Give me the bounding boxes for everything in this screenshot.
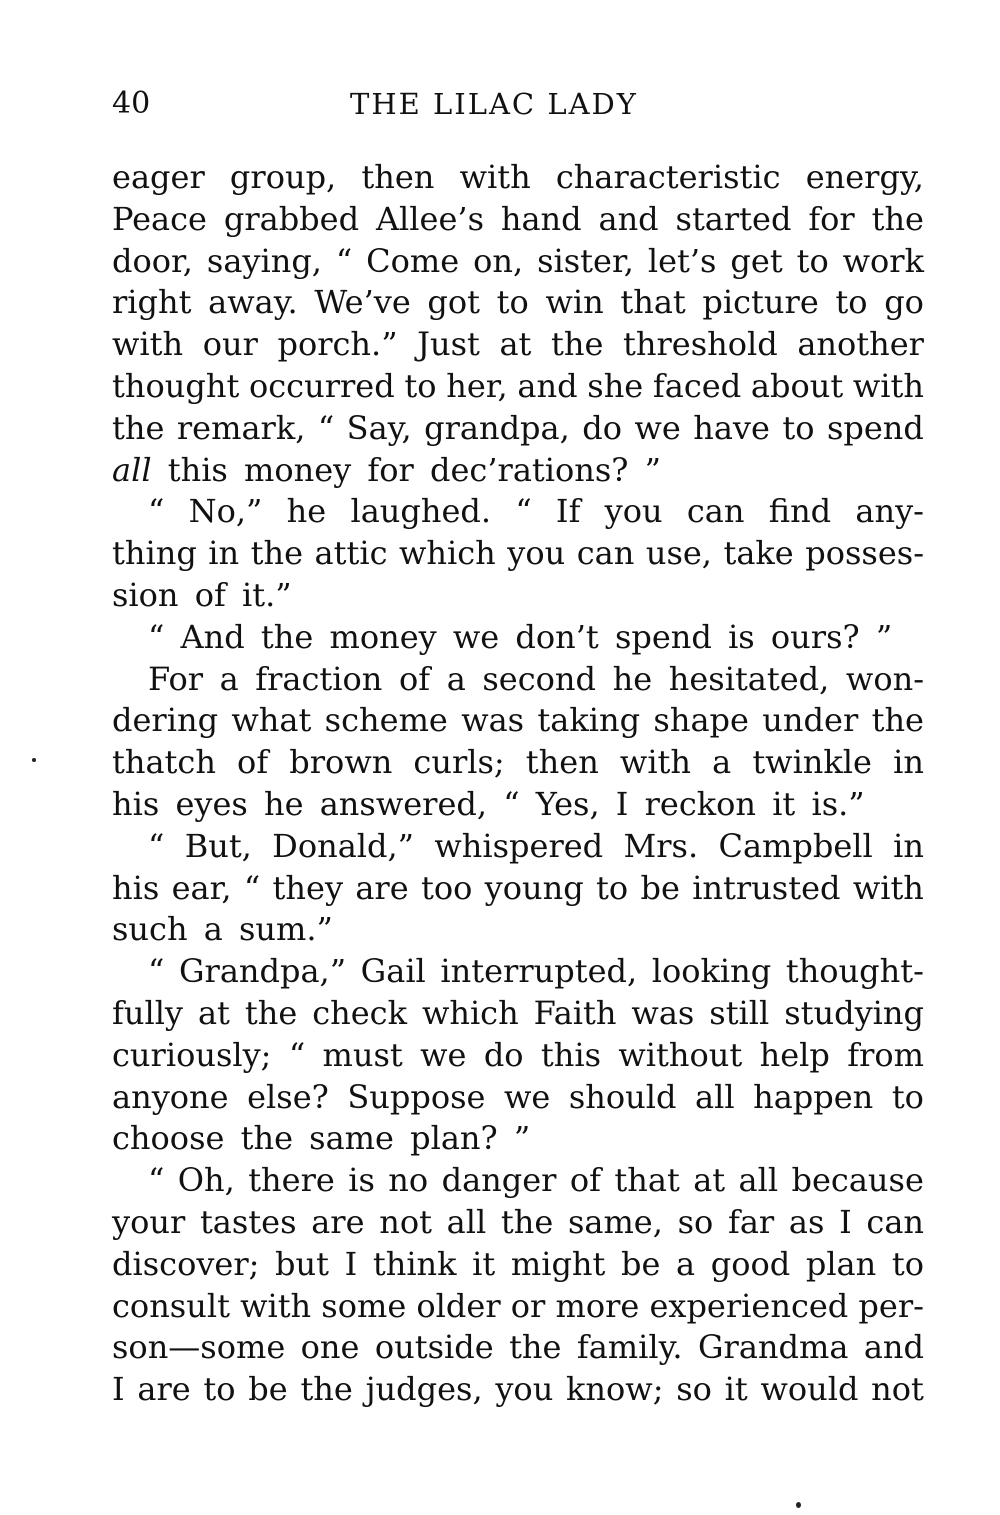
- word: “: [148, 952, 165, 991]
- text-line: [112, 1035, 924, 1077]
- word: “: [515, 492, 532, 531]
- word: remark,: [176, 408, 306, 447]
- word: Grandma: [697, 1328, 849, 1367]
- word: fully: [112, 993, 183, 1032]
- word: thatch: [112, 743, 216, 782]
- scan-speck: [32, 758, 36, 762]
- word: still: [709, 993, 770, 1032]
- word: do: [582, 408, 622, 447]
- word: what: [231, 701, 312, 740]
- word: for: [808, 199, 855, 238]
- word: take: [723, 534, 794, 573]
- word: outside: [374, 1328, 494, 1367]
- word: “: [148, 492, 165, 531]
- word: it: [472, 1244, 496, 1283]
- word: plan: [805, 1244, 877, 1283]
- text-line: [112, 408, 924, 450]
- word: can: [866, 1202, 924, 1241]
- word: ear,: [171, 868, 232, 907]
- word: studying: [784, 993, 924, 1032]
- word: but: [275, 1244, 329, 1283]
- text-line: [112, 1244, 924, 1286]
- word: saying,: [206, 241, 322, 280]
- word: under: [762, 701, 859, 740]
- word: let’s: [647, 241, 717, 280]
- word: we: [634, 408, 681, 447]
- word: have: [693, 408, 770, 447]
- word: sister,: [537, 241, 634, 280]
- word: help: [759, 1035, 830, 1074]
- word: too: [420, 868, 473, 907]
- running-header: [112, 80, 922, 128]
- word: in: [893, 826, 924, 865]
- word: family.: [576, 1328, 683, 1367]
- word: Oh,: [177, 1161, 235, 1200]
- word: think: [372, 1244, 457, 1283]
- word: it: [724, 1370, 748, 1409]
- word: Say,: [346, 408, 412, 447]
- word: so: [677, 1202, 714, 1241]
- word: of: [237, 743, 269, 782]
- word: should: [568, 1077, 677, 1116]
- word: faced: [652, 366, 742, 405]
- text-line: [112, 1286, 924, 1328]
- word: because: [791, 1161, 924, 1200]
- word: else?: [247, 1077, 329, 1116]
- word: good: [710, 1244, 791, 1283]
- word: grandpa,: [424, 408, 570, 447]
- word: the: [244, 993, 298, 1032]
- word: attic: [314, 534, 388, 573]
- word: that: [614, 1161, 680, 1200]
- text-line: [112, 324, 924, 366]
- word: with: [852, 868, 924, 907]
- running-title: THE LILAC LADY: [350, 87, 638, 121]
- word: Just: [417, 325, 480, 364]
- word: he: [612, 659, 653, 698]
- word: laughed.: [350, 492, 492, 531]
- word: with: [112, 325, 184, 364]
- text-line: [112, 951, 924, 993]
- word: brown: [289, 743, 393, 782]
- word: no: [388, 1161, 429, 1200]
- word: was: [461, 701, 525, 740]
- word: they: [272, 868, 344, 907]
- word: discover;: [112, 1244, 260, 1283]
- word: characteristic: [555, 158, 781, 196]
- word: curls;: [413, 743, 505, 782]
- word: another: [797, 325, 924, 364]
- word: threshold: [623, 325, 778, 364]
- word: one: [300, 1328, 360, 1367]
- word: find: [768, 492, 832, 531]
- word: about: [750, 366, 844, 405]
- word: Faith: [533, 993, 617, 1032]
- word: to: [891, 1077, 924, 1116]
- word: be: [248, 1370, 288, 1409]
- word: his: [112, 868, 160, 907]
- word: No,”: [188, 492, 263, 531]
- word: started: [675, 199, 792, 238]
- word: If: [555, 492, 581, 531]
- word: which: [399, 534, 496, 573]
- word: she: [587, 366, 644, 405]
- word: of: [569, 1161, 601, 1200]
- word: not: [871, 1370, 924, 1409]
- word: at: [693, 1161, 726, 1200]
- word: would: [760, 1370, 859, 1409]
- word: “: [148, 1161, 165, 1200]
- word: Gail: [360, 952, 426, 991]
- text-line: [112, 700, 924, 742]
- text-line: [112, 659, 924, 701]
- word: posses-: [805, 534, 924, 573]
- word: intrusted: [692, 868, 841, 907]
- word: all: [695, 1077, 735, 1116]
- text-line: choose the same plan? ”: [112, 1119, 531, 1158]
- word: so: [676, 1370, 712, 1409]
- word: a: [446, 659, 466, 698]
- text-line: [112, 1369, 924, 1411]
- word: work: [842, 241, 924, 280]
- word: “: [335, 241, 353, 280]
- word: must: [322, 1035, 403, 1074]
- text-line: [112, 491, 924, 533]
- word: Allee’s: [375, 199, 484, 238]
- word: I: [344, 1244, 358, 1283]
- word: door,: [112, 241, 193, 280]
- word: do: [483, 1035, 524, 1074]
- word: your: [112, 1202, 186, 1241]
- word: of: [398, 659, 431, 698]
- word: thought-: [785, 952, 924, 991]
- text-line: his eyes he answered, “ Yes, I reckon it is.”: [112, 784, 865, 823]
- text-line: [112, 1160, 924, 1202]
- word: hesitated,: [668, 659, 830, 698]
- word: Suppose: [347, 1077, 486, 1116]
- word: anyone: [112, 1077, 229, 1116]
- word: might: [510, 1244, 606, 1283]
- word: is: [348, 1161, 375, 1200]
- word: he: [286, 492, 327, 531]
- word: then: [525, 743, 599, 782]
- word: scheme: [324, 701, 448, 740]
- word: to: [782, 408, 815, 447]
- word: a: [676, 1244, 696, 1283]
- word: go: [884, 283, 924, 322]
- word: Grandpa,”: [178, 952, 347, 991]
- word: same,: [567, 1202, 663, 1241]
- word: hand: [500, 199, 582, 238]
- word: you: [604, 492, 663, 531]
- word: I: [839, 1202, 852, 1241]
- word: Donald,”: [272, 826, 415, 865]
- word: curiously;: [112, 1035, 272, 1074]
- word: the: [551, 325, 604, 364]
- word: picture: [702, 283, 819, 322]
- word: and: [863, 1328, 924, 1367]
- text-line: [112, 157, 924, 199]
- word: tastes: [199, 1202, 297, 1241]
- word: to: [203, 1370, 236, 1409]
- word: shape: [653, 701, 749, 740]
- word: happen: [753, 1077, 874, 1116]
- word: Campbell: [718, 826, 873, 865]
- word: to: [596, 868, 629, 907]
- text-line: [112, 366, 924, 408]
- word: are: [355, 868, 409, 907]
- word: right: [112, 283, 192, 322]
- word: can: [686, 492, 745, 531]
- word: to: [796, 241, 829, 280]
- word: the: [871, 701, 924, 740]
- word: all: [446, 1202, 487, 1241]
- word: check: [312, 993, 407, 1032]
- word: far: [727, 1202, 775, 1241]
- word: “: [148, 826, 165, 865]
- word: a: [712, 743, 732, 782]
- word: some: [321, 1286, 407, 1325]
- word: thing: [112, 534, 197, 573]
- word: grabbed: [223, 199, 360, 238]
- scan-speck: [796, 1502, 801, 1508]
- word: with: [240, 1286, 312, 1325]
- word: Peace: [112, 199, 207, 238]
- word: whispered: [434, 826, 604, 865]
- text-line: “ And the money we don’t spend is ours? ”: [148, 617, 893, 656]
- text-line: [112, 826, 924, 868]
- text-line: [112, 199, 924, 241]
- word: Mrs.: [623, 826, 699, 865]
- word: which: [421, 993, 519, 1032]
- word: you: [507, 534, 566, 573]
- word: get: [730, 241, 783, 280]
- word: porch.”: [277, 325, 398, 364]
- word: a: [219, 659, 239, 698]
- word: are: [137, 1370, 191, 1409]
- word: young: [484, 868, 584, 907]
- word: spend: [826, 408, 924, 447]
- word: I: [112, 1370, 125, 1409]
- word: per-: [858, 1286, 924, 1325]
- word: or: [510, 1286, 546, 1325]
- word: the: [871, 199, 924, 238]
- word: “: [288, 1035, 306, 1074]
- word: to: [496, 283, 529, 322]
- word: But,: [184, 826, 252, 865]
- text-line: [112, 282, 924, 324]
- word: know;: [566, 1370, 664, 1409]
- word: away.: [208, 283, 298, 322]
- word: in: [208, 534, 240, 573]
- word: second: [482, 659, 596, 698]
- word: at: [499, 325, 532, 364]
- word: dering: [112, 701, 219, 740]
- word: that: [620, 283, 686, 322]
- word: more: [555, 1286, 640, 1325]
- word: as: [788, 1202, 825, 1241]
- word: We’ve: [314, 283, 411, 322]
- word: any-: [855, 492, 924, 531]
- word: her,: [446, 366, 508, 405]
- word: and: [517, 366, 578, 405]
- word: the: [250, 534, 304, 573]
- body-text: [112, 157, 924, 1411]
- emphasized-word: all: [112, 450, 152, 489]
- text-line: [112, 868, 924, 910]
- word: was: [631, 993, 695, 1032]
- word: with: [619, 743, 692, 782]
- word: eager: [112, 158, 205, 196]
- word: For: [148, 659, 204, 698]
- word: use,: [645, 534, 712, 573]
- text-line-rest: this money for dec’rations? ”: [167, 450, 661, 489]
- word: can: [576, 534, 635, 573]
- text-line-mixed: [112, 450, 924, 492]
- word: the: [112, 408, 165, 447]
- word: to: [891, 1244, 924, 1283]
- text-line: [112, 1202, 924, 1244]
- word: occurred: [248, 366, 395, 405]
- word: the: [509, 1328, 562, 1367]
- page-number: 40: [112, 86, 151, 121]
- word: are: [311, 1202, 365, 1241]
- word: in: [893, 743, 924, 782]
- word: danger: [441, 1161, 557, 1200]
- word: group,: [229, 158, 337, 196]
- text-line: [112, 241, 924, 283]
- word: to: [835, 283, 868, 322]
- word: consult: [112, 1286, 230, 1325]
- word: taking: [537, 701, 641, 740]
- text-line: [112, 1077, 924, 1119]
- word: thought: [112, 366, 240, 405]
- word: the: [300, 1370, 353, 1409]
- word: win: [545, 283, 604, 322]
- word: interrupted,: [440, 952, 638, 991]
- text-line: [112, 1327, 924, 1369]
- word: energy,: [805, 158, 924, 196]
- word: at: [197, 993, 230, 1032]
- word: and: [598, 199, 659, 238]
- word: without: [618, 1035, 743, 1074]
- word: all: [738, 1161, 779, 1200]
- word: got: [427, 283, 481, 322]
- word: “: [243, 868, 261, 907]
- word: fraction: [255, 659, 383, 698]
- word: looking: [651, 952, 772, 991]
- word: then: [361, 158, 435, 196]
- word: to: [404, 366, 437, 405]
- text-line: [112, 533, 924, 575]
- word: not: [379, 1202, 432, 1241]
- word: Come: [366, 241, 460, 280]
- word: the: [500, 1202, 554, 1241]
- word: with: [459, 158, 531, 196]
- text-line: [112, 742, 924, 784]
- text-line: sion of it.”: [112, 575, 292, 614]
- text-line: such a sum.”: [112, 910, 333, 949]
- word: with: [852, 366, 924, 405]
- text-line: [112, 993, 924, 1035]
- word: you: [495, 1370, 554, 1409]
- word: we: [420, 1035, 467, 1074]
- word: twinkle: [752, 743, 872, 782]
- word: there: [248, 1161, 335, 1200]
- word: on,: [473, 241, 524, 280]
- word: we: [503, 1077, 551, 1116]
- word: son—some: [112, 1328, 286, 1367]
- word: won-: [845, 659, 924, 698]
- word: our: [202, 325, 258, 364]
- word: judges,: [365, 1370, 483, 1409]
- word: experienced: [649, 1286, 849, 1325]
- word: from: [847, 1035, 924, 1074]
- word: this: [540, 1035, 602, 1074]
- word: “: [317, 408, 335, 447]
- word: be: [640, 868, 680, 907]
- word: older: [416, 1286, 501, 1325]
- word: be: [621, 1244, 661, 1283]
